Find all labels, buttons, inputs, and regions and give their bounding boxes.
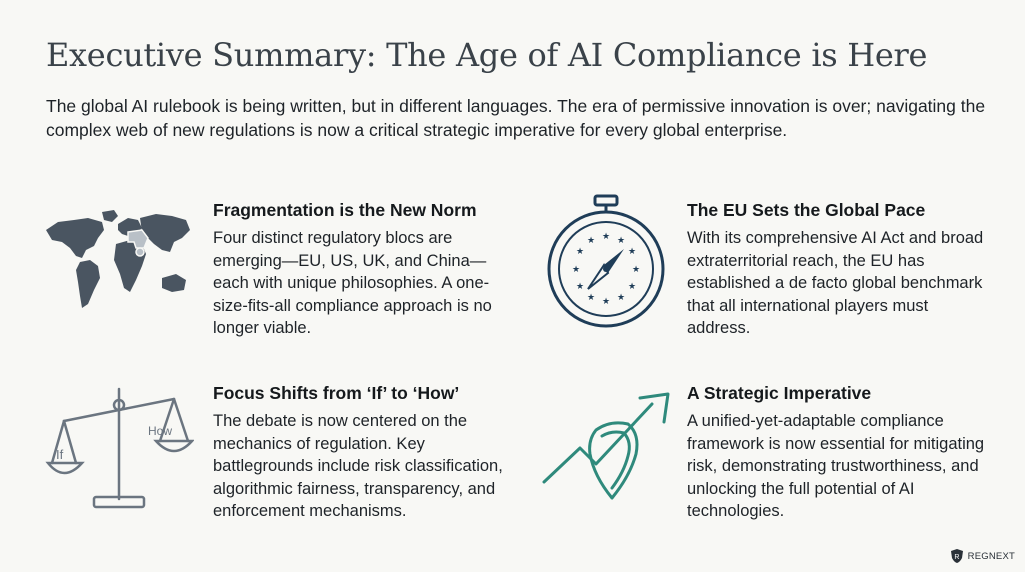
scale-left-label: If <box>56 447 64 462</box>
card-strategic-imperative <box>687 383 987 523</box>
svg-text:★: ★ <box>616 236 626 246</box>
svg-text:★: ★ <box>627 247 637 257</box>
page-title: Executive Summary: The Age of AI Compliance is Here <box>46 36 928 74</box>
card-title: A Strategic Imperative <box>687 383 872 403</box>
svg-text:★: ★ <box>575 282 585 292</box>
svg-text:★: ★ <box>616 293 626 303</box>
svg-text:★: ★ <box>571 265 581 275</box>
svg-text:★: ★ <box>586 236 596 246</box>
svg-text:★: ★ <box>631 265 641 275</box>
shield-logo-icon <box>950 548 964 564</box>
svg-text:★: ★ <box>586 293 596 303</box>
card-title: Focus Shifts from ‘If’ to ‘How’ <box>213 383 460 403</box>
card-body: Four distinct regulatory blocs are emerging—EU, US, UK, and China—each with unique philosophies. A one-size-fits-all compliance approach is no longer viable. <box>213 229 492 338</box>
svg-text:R: R <box>954 554 960 561</box>
svg-text:★: ★ <box>601 297 611 307</box>
brand-logo <box>950 548 1015 564</box>
card-body: A unified-yet-adaptable compliance framework is now essential for mitigating risk, demonstrating trustworthiness, and unlocking the full potential of AI technologies. <box>687 412 985 521</box>
card-body: The debate is now centered on the mechanics of regulation. Key battlegrounds include risk classification, algorithmic fairness, transparency, and enforcement mechanisms. <box>213 412 503 521</box>
card-eu-pace <box>687 200 987 340</box>
brand-name: REGNEXT <box>967 550 1015 562</box>
card-fragmentation <box>213 200 513 340</box>
scale-right-label: How <box>148 424 173 438</box>
card-focus-shifts <box>213 383 513 523</box>
svg-text:★: ★ <box>601 232 611 242</box>
card-body: With its comprehensive AI Act and broad extraterritorial reach, the EU has established a de facto global benchmark that all international players must address. <box>687 229 984 338</box>
compass-stopwatch-icon <box>546 193 666 333</box>
card-title: The EU Sets the Global Pace <box>687 200 926 220</box>
upward-arrow-shield-icon <box>540 390 676 508</box>
svg-text:★: ★ <box>627 282 637 292</box>
svg-text:★: ★ <box>575 247 585 257</box>
card-title: Fragmentation is the New Norm <box>213 200 477 220</box>
world-map-icon <box>44 208 194 318</box>
intro-text: The global AI rulebook is being written, but in different languages. The era of permissive innovation is over; navigating the complex web of new regulations is now a critical strategic imperative for every global enterprise. <box>46 96 986 140</box>
balance-scale-icon <box>44 385 194 513</box>
